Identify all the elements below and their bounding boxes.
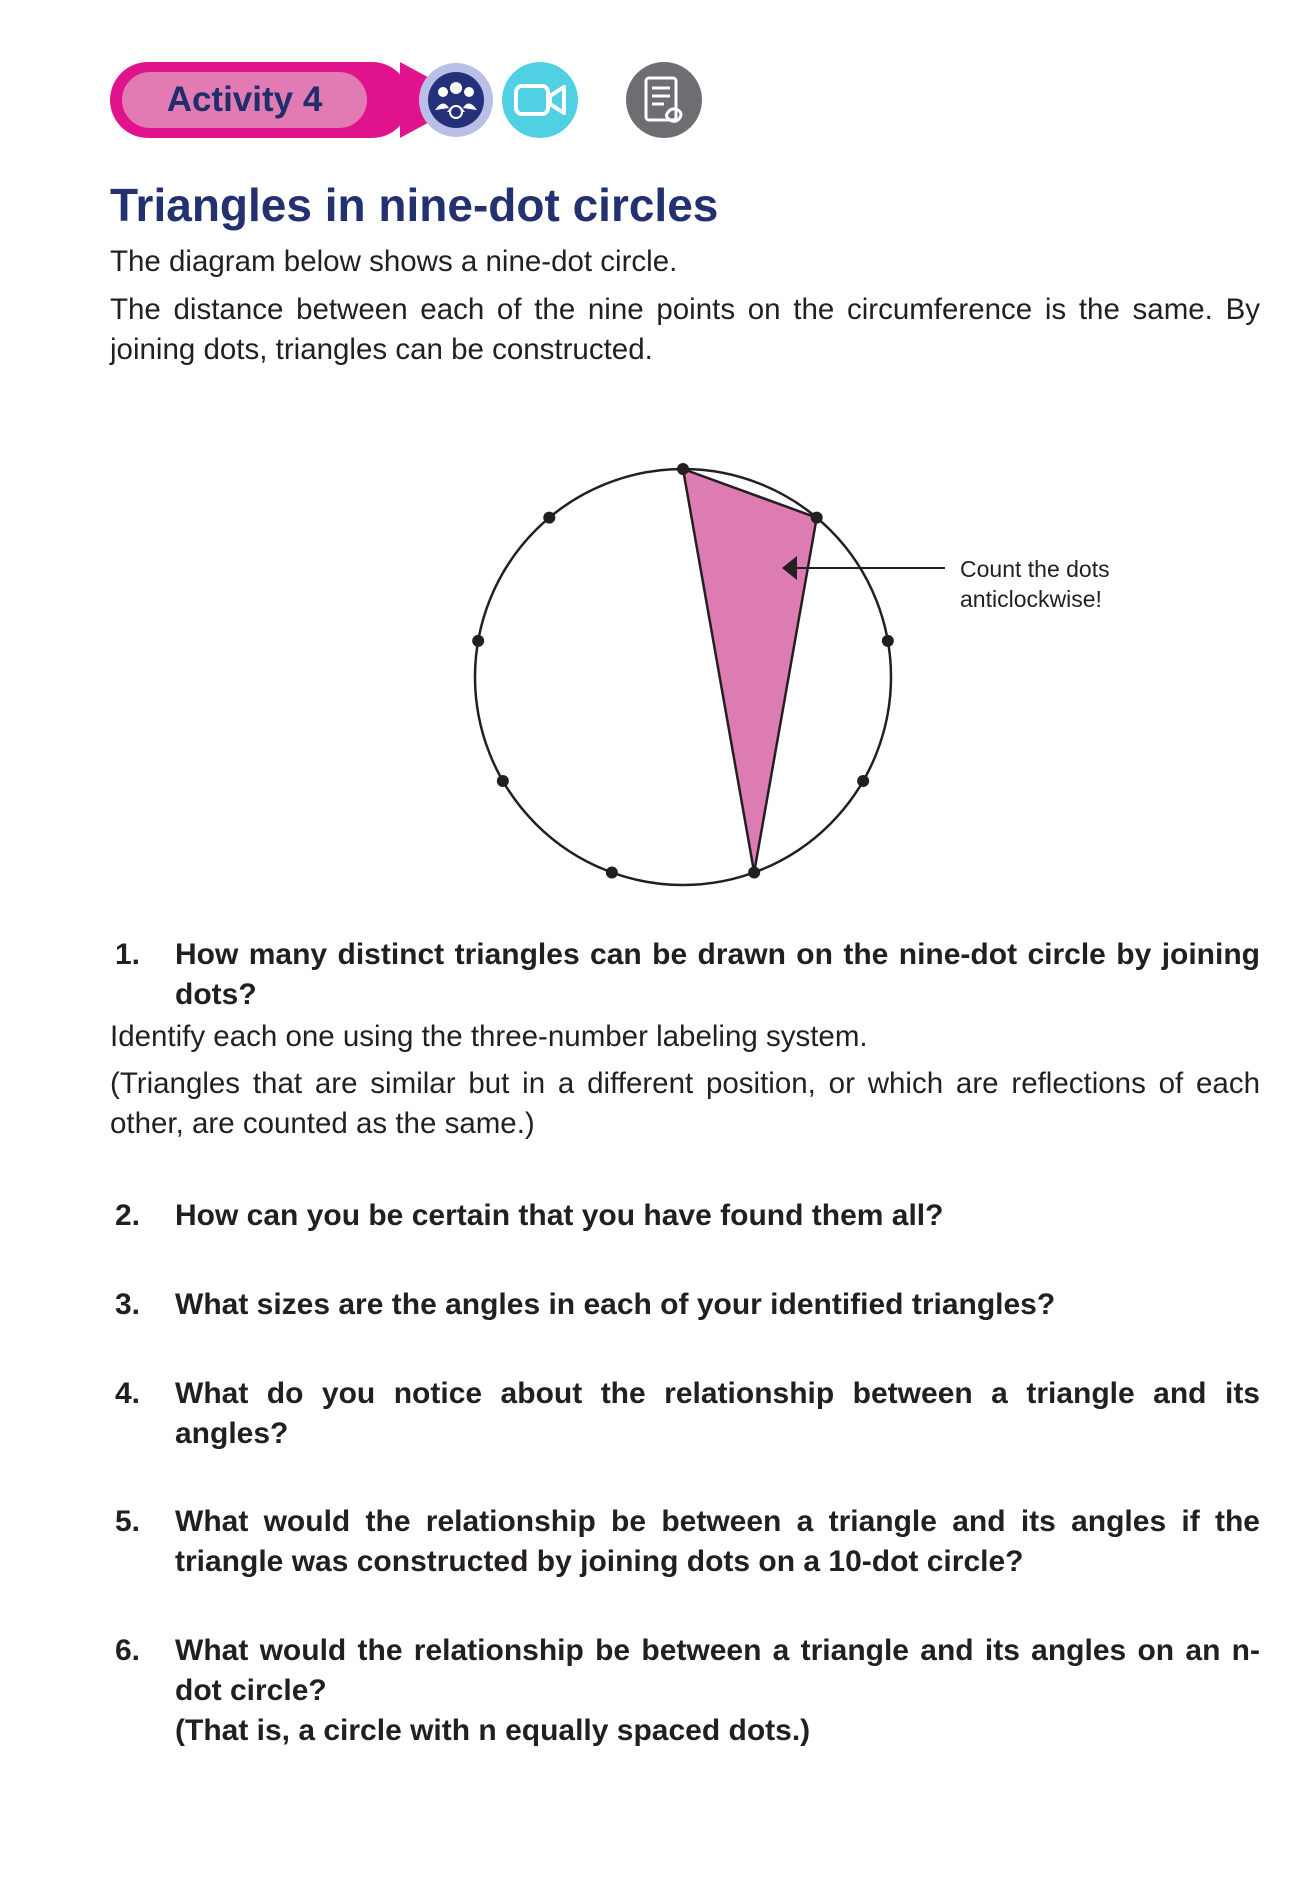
intro-line-2: The distance between each of the nine points on the circumference is the same. By joining dots, triangles can be constructed. — [110, 293, 1260, 366]
activity-header — [110, 60, 710, 140]
q1-note: (Triangles that are similar but in a different position, or which are reflections of each other, are counted as the same.) — [110, 1067, 1260, 1140]
question-number: 4. — [115, 1377, 141, 1410]
circumference-dots — [472, 463, 894, 878]
nine-dot-circle-diagram — [0, 440, 1310, 910]
page-title: Triangles in nine-dot circles — [110, 179, 719, 231]
circumference-dot-5 — [748, 866, 760, 878]
question-number: 2. — [115, 1199, 141, 1232]
question-text: How can you be certain that you have found them all? — [175, 1199, 944, 1232]
example-triangle — [683, 469, 817, 872]
question-number: 3. — [115, 1288, 141, 1321]
question-3 — [110, 1285, 1260, 1325]
question-4 — [110, 1374, 1260, 1454]
worksheet-icon — [624, 60, 704, 140]
question-number: 5. — [115, 1505, 141, 1538]
question-text: What would the relationship be between a triangle and its angles if the triangle was constructed by joining dots on a 10-dot circle? — [175, 1505, 1260, 1578]
question-1 — [110, 935, 1260, 1015]
question-5 — [110, 1502, 1260, 1582]
group-work-icon — [416, 60, 496, 140]
annotation-line-2: anticlockwise! — [960, 586, 1102, 612]
circumference-dot-7 — [497, 775, 509, 787]
circumference-dot-3 — [882, 635, 894, 647]
question-6 — [110, 1631, 1260, 1751]
activity-label: Activity 4 — [122, 72, 367, 128]
circumference-dot-9 — [543, 512, 555, 524]
circumference-dot-4 — [857, 775, 869, 787]
q1-instruction: Identify each one using the three-number labeling system. — [110, 1020, 868, 1053]
question-text: How many distinct triangles can be drawn on the nine-dot circle by joining dots? — [175, 938, 1260, 1011]
circumference-dot-2 — [811, 512, 823, 524]
circumference-dot-6 — [606, 866, 618, 878]
question-text: What do you notice about the relationship between a triangle and its angles? — [175, 1377, 1260, 1450]
circumference-dot-1 — [677, 463, 689, 475]
circumference-dot-8 — [472, 635, 484, 647]
question-note: (That is, a circle with n equally spaced dots.) — [175, 1714, 811, 1747]
question-number: 6. — [115, 1634, 141, 1667]
question-text: What sizes are the angles in each of your identified triangles? — [175, 1288, 1056, 1321]
activity-badge — [110, 62, 410, 138]
video-icon — [500, 60, 580, 140]
question-2 — [110, 1196, 1260, 1236]
annotation-line-1: Count the dots — [960, 556, 1110, 582]
question-number: 1. — [115, 938, 141, 971]
intro-line-1: The diagram below shows a nine-dot circle. — [110, 245, 678, 278]
question-text: What would the relationship be between a triangle and its angles on an n-dot circle? — [175, 1634, 1260, 1707]
circle-outline — [475, 469, 891, 885]
